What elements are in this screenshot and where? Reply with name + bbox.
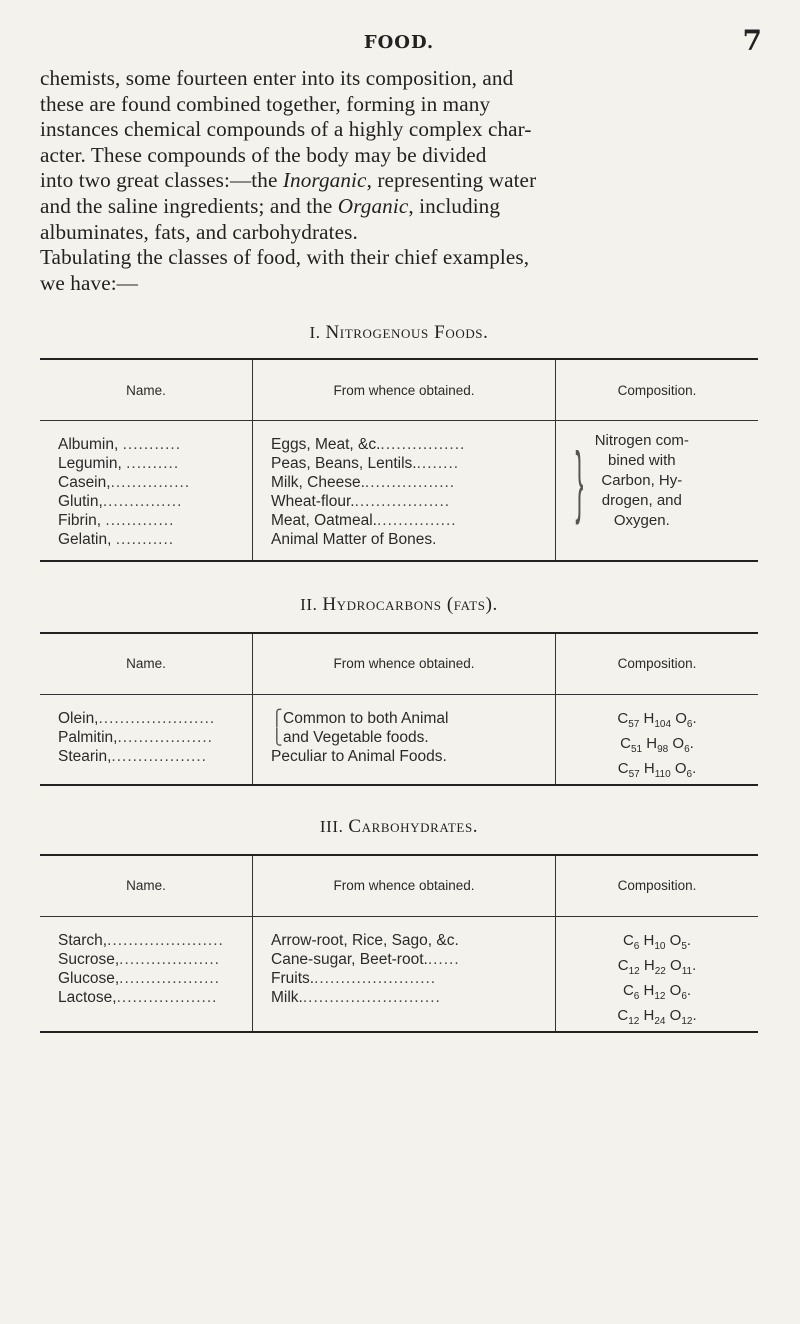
food-name: Gelatin, ........... [58, 531, 175, 549]
body-paragraph [40, 66, 758, 296]
composition-line: Oxygen. [613, 512, 670, 530]
column-header-composition: Composition. [556, 855, 759, 917]
carbohydrates-table [40, 854, 758, 1033]
chemical-formula: $C_6$ $H_{12}$ $O_6$. [622, 981, 692, 1002]
body-line: chemists, some fourteen enter into its composition, and [40, 66, 514, 90]
chemical-formula: $C_6$ $H_{10}$ $O_5$. [622, 931, 692, 952]
composition-cell [556, 916, 759, 1032]
food-source: ⎩and Vegetable foods. [271, 728, 429, 746]
food-source: Peculiar to Animal Foods. [271, 747, 447, 765]
hydrocarbons-section [40, 594, 758, 786]
food-source: Eggs, Meat, &c................. [271, 436, 466, 454]
chemical-formula: $C_{51}$ $H_{98}$ $O_6$. [620, 734, 694, 755]
composition-cell [556, 694, 759, 785]
food-name: Legumin, .......... [58, 455, 180, 473]
column-header-name: Name. [40, 633, 253, 695]
body-line: Tabulating the classes of food, with their chief examples, [40, 245, 530, 270]
source-cell [253, 916, 556, 1032]
food-name: Casein,............... [58, 474, 191, 492]
food-source: Cane-sugar, Beet-root....... [271, 950, 460, 968]
source-cell [253, 421, 556, 561]
page [40, 20, 762, 1033]
running-head: FOOD. [363, 32, 435, 53]
table-title: I. Nitrogenous Foods. [309, 322, 489, 344]
food-name: Lactose,................... [58, 988, 218, 1006]
column-header-source: From whence obtained. [253, 633, 556, 695]
chemical-formula: $C_{57}$ $H_{104}$ $O_6$. [617, 709, 697, 730]
page-header [40, 20, 762, 60]
chemical-formula: $C_{57}$ $H_{110}$ $O_6$. [617, 759, 697, 780]
column-header-composition: Composition. [556, 359, 759, 421]
food-source: Fruits........................ [271, 969, 437, 987]
composition-line: bined with [608, 452, 676, 470]
food-name: Palmitin,.................. [58, 728, 213, 746]
food-name: Sucrose,................... [58, 950, 220, 968]
nitrogenous-foods-table [40, 358, 758, 562]
nitrogenous-foods-section [40, 322, 758, 562]
table-title: II. Hydrocarbons (fats). [300, 593, 498, 615]
chemical-formula: $C_{12}$ $H_{22}$ $O_{11}$. [617, 956, 697, 977]
name-cell [40, 916, 253, 1032]
composition-line: Nitrogen com- [594, 432, 689, 450]
body-line: we have:— [40, 270, 138, 295]
food-name: Olein,...................... [58, 709, 216, 727]
name-cell [40, 421, 253, 561]
column-header-name: Name. [40, 855, 253, 917]
food-name: Fibrin, ............. [58, 512, 175, 530]
food-name: Glucose,................... [58, 969, 220, 987]
food-name: Albumin, ........... [58, 436, 181, 454]
food-name: Stearin,.................. [58, 747, 207, 765]
composition-cell [556, 421, 759, 561]
table-title: III. Carbohydrates. [319, 815, 479, 837]
food-source: Animal Matter of Bones. [271, 531, 437, 549]
food-source: Peas, Beans, Lentils......... [271, 455, 460, 473]
column-header-composition: Composition. [556, 633, 759, 695]
body-line: and the saline ingredients; and the Organic, including [40, 193, 501, 218]
column-header-source: From whence obtained. [253, 855, 556, 917]
name-cell [40, 694, 253, 785]
column-header-name: Name. [40, 359, 253, 421]
composition-note [595, 431, 689, 531]
food-source: Arrow-root, Rice, Sago, &c. [271, 931, 459, 949]
composition-group [556, 431, 758, 531]
chemical-formula: $C_{12}$ $H_{24}$ $O_{12}$. [617, 1006, 697, 1027]
carbohydrates-section [40, 816, 758, 1033]
food-name: Glutin,............... [58, 493, 183, 511]
body-line: acter. These compounds of the body may be divided [40, 142, 487, 167]
brace-icon: } [575, 436, 584, 526]
page-number: 7 [742, 24, 762, 57]
body-line: these are found combined together, forming in many [40, 91, 491, 116]
food-source: Meat, Oatmeal................ [271, 512, 457, 530]
food-source: Milk, Cheese.................. [271, 474, 456, 492]
composition-line: drogen, and [601, 492, 682, 510]
body-line: into two great classes:—the Inorganic, representing water [40, 168, 537, 193]
source-cell [253, 694, 556, 785]
food-name: Starch,...................... [58, 931, 224, 949]
food-source: ⎧Common to both Animal [271, 709, 449, 727]
body-line: albuminates, fats, and carbohydrates. [40, 219, 358, 244]
food-source: Wheat-flour................... [271, 493, 451, 511]
composition-line: Carbon, Hy- [601, 472, 683, 490]
hydrocarbons-table [40, 632, 758, 786]
food-source: Milk........................... [271, 988, 441, 1006]
column-header-source: From whence obtained. [253, 359, 556, 421]
body-line: instances chemical compounds of a highly complex char- [40, 117, 532, 142]
